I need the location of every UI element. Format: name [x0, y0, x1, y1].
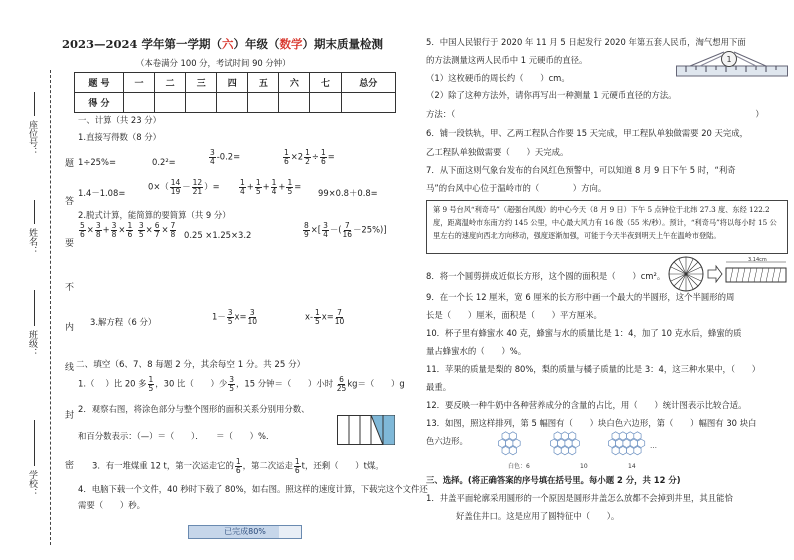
- hexagon: [619, 432, 626, 440]
- binding-char: 不: [63, 282, 73, 291]
- binding-char: 题: [63, 158, 73, 167]
- binding-char: 封: [63, 410, 73, 419]
- hex-label-1: 白色：6: [508, 463, 530, 470]
- hexagon: [634, 432, 641, 440]
- calc-1-3: $\frac{3}{4}$ -0.2=: [210, 148, 241, 166]
- calc-2-2: 0×（ $\frac{14}{19}$ － $\frac{12}{21}$ ）=: [148, 178, 220, 196]
- q9-line-a: 9．在一个长 12 厘米，宽 6 厘米的长方形中画一个最大的半圆形，这个半圆形的周: [426, 292, 735, 302]
- score-cell: 六: [279, 73, 310, 93]
- q8-line: 8．将一个圆剪拼成近似长方形，这个圆的面积是（ ）cm²。: [426, 271, 666, 281]
- shaded-rectangle-figure: [337, 415, 395, 445]
- score-row-label: 得 分: [75, 93, 124, 113]
- calc-3-3: $\frac{8}{9}$ ×[ $\frac{3}{4}$ －( $\frac{7}{16}$ －25%)]: [304, 221, 387, 239]
- seat-number-label: 座位号：: [27, 120, 37, 156]
- score-blank[interactable]: [341, 93, 395, 113]
- class-line: [34, 290, 35, 326]
- q7-line-b: 马”的台风中心位于温岭市的（ ）方向。: [426, 183, 607, 193]
- q12-line: 12．要反映一种牛奶中各种营养成分的含量的占比，用（ ）统计图表示比较合适。: [426, 400, 747, 410]
- q11-line-b: 最重。: [426, 382, 452, 392]
- score-cell: 二: [155, 73, 186, 93]
- hexagon: [561, 432, 568, 440]
- score-blank[interactable]: [248, 93, 279, 113]
- circle-figure-label: 3.14cm: [748, 257, 767, 263]
- choice-1-line-b: 好盖住井口。这是应用了圆特征中（ ）。: [456, 511, 620, 521]
- section-1-title: 一、计算（共 23 分）: [78, 115, 161, 125]
- hexagon: [502, 446, 509, 454]
- score-cell: 五: [248, 73, 279, 93]
- calc-1-2: 0.2²=: [152, 157, 176, 167]
- hex-label-3: 14: [628, 463, 636, 470]
- hexagon: [627, 432, 634, 440]
- fill-2b: 和百分数表示：（—）＝（ ）． ＝（ ）%．: [78, 431, 275, 441]
- hexagon: [612, 446, 619, 454]
- exam-subtitle: （本卷满分 100 分，考试时间 90 分钟）: [136, 58, 291, 68]
- class-label: 班级：: [27, 330, 37, 357]
- hexagon: [634, 446, 641, 454]
- hexagon: [569, 446, 576, 454]
- eq-1: 1－ $\frac{3}{5}$ x= $\frac{3}{10}$: [212, 308, 258, 326]
- exam-title: 2023—2024 学年第一学期（六）年级（数学）期末质量检测: [62, 37, 384, 51]
- name-label: 姓名：: [27, 228, 37, 255]
- q11-line-a: 11．苹果的质量是梨的 80%，梨的质量与橘子质量的比是 3：4，这三种水果中，（ ）: [426, 364, 761, 374]
- score-cell: 总分: [341, 73, 395, 93]
- hexagon: [608, 439, 615, 447]
- hexagon: [558, 439, 565, 447]
- fill-1: 1.（ ）比 20 多 $\frac{1}{5}$ ，30 比（ ）少 $\frac{3}{5}$ ，15 分钟＝（ ）小时 $\frac{6}{25}$ kg＝（ ）g: [78, 375, 405, 393]
- hexagon: [619, 446, 626, 454]
- q13-line-b: 色六边形。: [426, 436, 468, 446]
- binding-char: 线: [63, 362, 73, 371]
- calc-2-1: 1.4－1.08=: [78, 188, 126, 198]
- hexagon: [550, 439, 557, 447]
- hexagon: [623, 439, 630, 447]
- q13-line-a: 13．如图，照这样排列，第 5 幅图有（ ）块白色六边形，第（ ）幅图有 30 块白: [426, 418, 757, 428]
- section-2-title: 二、填空（6、7、8 每题 2 分，其余每空 1 分。共 25 分）: [76, 360, 306, 370]
- score-cell: 四: [217, 73, 248, 93]
- score-blank[interactable]: [310, 93, 341, 113]
- fill-3: 3．有一堆煤重 12 t，第一次运走它的 $\frac{1}{6}$ ，第二次运走 $\frac{1}{6}$ t，还剩（ ）t煤。: [92, 457, 384, 475]
- hexagon: [506, 439, 513, 447]
- hexagon: [565, 439, 572, 447]
- typhoon-warning-box: 第 9 号台风“利奇马”（超强台风级）的中心今天（8 月 9 日）下午 5 点钟位于北纬 27.3 度、东经 122.2 度，距离温岭市东南方约 145 公里，中心最大风力有 16 级（55 米/秒）。预计，“利奇马”将以每小时 15 公里左右的速度向西北方向移动，强度逐渐加强，可能于今天半夜到明天上午在温岭市登陆。: [426, 200, 788, 254]
- score-cell: 七: [310, 73, 341, 93]
- score-cell: 三: [186, 73, 217, 93]
- calc-1-1: 1÷25%=: [78, 157, 116, 167]
- circle-to-rectangle-figure: [666, 254, 790, 294]
- score-cell: 题 号: [75, 73, 124, 93]
- score-blank[interactable]: [155, 93, 186, 113]
- svg-text:1: 1: [726, 55, 732, 64]
- q6-line-b: 乙工程队单独做需要（ ）天完成。: [426, 147, 569, 157]
- section-3-title: 三、选择。(将正确答案的序号填在括号里。每小题 2 分，共 12 分): [426, 475, 681, 485]
- hex-label-2: 10: [580, 463, 588, 470]
- hexagon: [498, 439, 505, 447]
- hexagon: [561, 446, 568, 454]
- svg-text:…: …: [650, 442, 657, 450]
- score-table-score-row: [75, 93, 396, 113]
- name-line: [34, 200, 35, 224]
- score-blank[interactable]: [279, 93, 310, 113]
- q10-line-a: 10．杯子里有蜂蜜水 40 克，蜂蜜与水的质量比是 1：4，加了 10 克水后，蜂蜜的质: [426, 328, 742, 338]
- binding-char: 要: [63, 238, 73, 247]
- fill-4a: 4．电脑下载一个文件，40 秒时下载了 80%，如右图。照这样的速度计算，下载完这个文件还: [78, 484, 428, 494]
- calc-3-2: 0.25 ×1.25×3.2: [184, 230, 252, 240]
- score-blank[interactable]: [124, 93, 155, 113]
- score-blank[interactable]: [217, 93, 248, 113]
- score-table-header-row: [75, 73, 396, 93]
- score-table: [74, 72, 396, 113]
- hexagon: [616, 439, 623, 447]
- score-blank[interactable]: [186, 93, 217, 113]
- q10-line-b: 量占蜂蜜水的（ ）%。: [426, 346, 527, 356]
- hexagon: [509, 446, 516, 454]
- school-label: 学校：: [27, 470, 37, 497]
- download-progress-bar: [188, 525, 302, 539]
- q5-line-e: 方法：（ ）: [426, 109, 764, 119]
- binding-dashed-line: [50, 70, 51, 545]
- q2-title: 2.脱式计算，能简算的要简算（共 9 分）: [78, 210, 231, 220]
- hexagon: [513, 439, 520, 447]
- q5-line-c: （1）这枚硬币的周长约（ ）cm。: [426, 73, 570, 83]
- binding-char: 密: [63, 460, 73, 469]
- hexagon: [627, 446, 634, 454]
- hexagon: [612, 432, 619, 440]
- binding-char: 内: [63, 322, 73, 331]
- hexagon-pattern-figure: [494, 430, 694, 470]
- q3-title: 3.解方程（6 分）: [90, 317, 157, 327]
- q5-line-d: （2）除了这种方法外，请你再写出一种测量 1 元硬币直径的方法。: [426, 90, 677, 100]
- hexagon: [637, 439, 644, 447]
- calc-2-4: 99×0.8＋0.8=: [318, 188, 378, 198]
- hexagon: [630, 439, 637, 447]
- school-line: [34, 420, 35, 466]
- score-cell: 一: [124, 73, 155, 93]
- hexagon: [554, 432, 561, 440]
- calc-2-3: $\frac{1}{4}$ + $\frac{1}{5}$ + $\frac{1}{4}$ + $\frac{1}{5}$ =: [240, 178, 302, 196]
- download-progress-label: 已完成80%: [224, 527, 266, 536]
- q5-line-b: 的方法测量这两人民币中 1 元硬币的直径。: [426, 55, 588, 65]
- hexagon: [509, 432, 516, 440]
- ruler-coin-figure: [676, 50, 788, 80]
- q7-line-a: 7．从下面这则气象台发布的台风红色预警中，可以知道 8 月 9 日下午 5 时，“利奇: [426, 165, 736, 175]
- hexagon: [572, 439, 579, 447]
- hexagon: [554, 446, 561, 454]
- q6-line-a: 6．铺一段铁轨，甲、乙两工程队合作要 15 天完成，甲工程队单独做需要 20 天完成，: [426, 128, 749, 138]
- binding-char: 答: [63, 196, 73, 205]
- calc-1-4: $\frac{1}{6}$ ×2 $\frac{1}{2}$ ÷ $\frac{1}{6}$ =: [284, 148, 335, 166]
- q9-line-b: 长是（ ）厘米，面积是（ ）平方厘米。: [426, 310, 602, 320]
- fill-4b: 需要（ ）秒。: [78, 500, 145, 510]
- fill-2a: 2．观察右图，将涂色部分与整个图形的面积关系分别用分数、: [78, 404, 310, 414]
- seat-line: [34, 92, 35, 116]
- hexagon: [502, 432, 509, 440]
- choice-1-line-a: 1．井盖平面轮廓采用圆形的一个原因是圆形井盖怎么放都不会掉到井里，其且能恰: [426, 493, 733, 503]
- hexagon: [569, 432, 576, 440]
- eq-2: x- $\frac{1}{5}$ x= $\frac{7}{10}$: [305, 308, 345, 326]
- q1-title: 1.直接写得数（8 分）: [78, 132, 161, 142]
- q5-line-a: 5．中国人民银行于 2020 年 11 月 5 日起发行 2020 年第五套人民币，淘气想用下面: [426, 37, 746, 47]
- calc-3-1: $\frac{5}{6}$ × $\frac{3}{8}$ + $\frac{3}{8}$ × $\frac{1}{6}$ $\frac{3}{5}$ × $\frac{6}{7}$ × $\frac{7}{8}$: [80, 221, 176, 239]
